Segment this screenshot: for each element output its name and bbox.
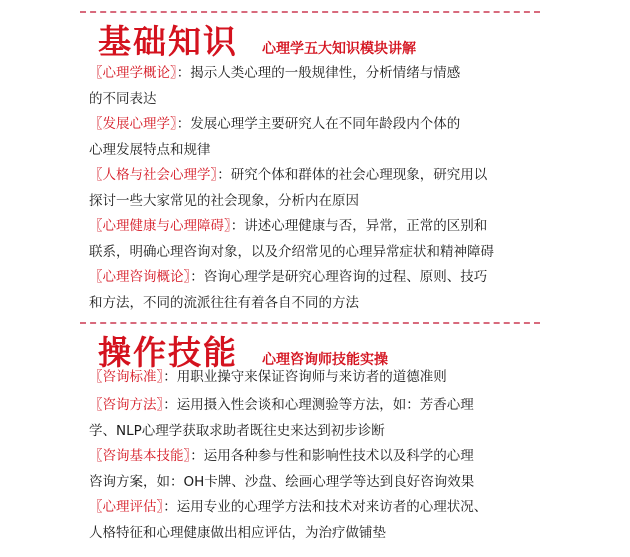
- item-text: ：发展心理学主要研究人在不同年龄段内个体的: [176, 116, 461, 132]
- item-text-cont: 的不同表达: [89, 91, 157, 107]
- top-divider: [80, 11, 540, 13]
- section2-title: 操作技能: [98, 333, 238, 372]
- item-text-cont: 学、NLP心理学获取求助者既往史来达到初步诊断: [89, 423, 385, 439]
- item-text: ：研究个体和群体的社会心理现象，研究用以: [217, 167, 488, 183]
- item-tag: 〖咨询基本技能〗: [89, 448, 191, 464]
- section1-subtitle: 心理学五大知识模块讲解: [262, 41, 416, 57]
- middle-divider: [80, 322, 540, 324]
- item-tag: 〖人格与社会心理学〗: [89, 167, 218, 183]
- item-text-cont: 探讨一些大家常见的社会现象，分析内在原因: [89, 193, 359, 209]
- item-tag: 〖咨询方法〗: [89, 397, 164, 413]
- item-text: ：揭示人类心理的一般规律性，分析情绪与情感: [176, 65, 461, 81]
- item-tag: 〖发展心理学〗: [89, 116, 177, 132]
- list-item: [89, 162, 549, 214]
- item-text-cont: 心理发展特点和规律: [89, 142, 211, 158]
- list-item: [89, 213, 549, 265]
- list-item: [89, 443, 549, 495]
- item-tag: 〖咨询标准〗: [89, 369, 164, 385]
- list-item: [89, 392, 549, 444]
- item-text: ：讲述心理健康与否，异常，正常的区别和: [230, 218, 488, 234]
- section1-title: 基础知识: [98, 22, 238, 61]
- list-item: [89, 264, 549, 316]
- list-item: [89, 111, 549, 163]
- list-item: [89, 60, 549, 112]
- item-text-cont: 和方法，不同的流派往往有着各自不同的方法: [89, 295, 359, 311]
- item-text-cont: 人格特征和心理健康做出相应评估，为治疗做铺垫: [89, 525, 386, 541]
- item-tag: 〖心理学概论〗: [89, 65, 177, 81]
- item-text: ：运用专业的心理学方法和技术对来访者的心理状况、: [163, 499, 488, 515]
- item-text-cont: 咨询方案，如：OH卡牌、沙盘、绘画心理学等达到良好咨询效果: [89, 474, 475, 490]
- section2-subtitle: 心理咨询师技能实操: [262, 352, 388, 368]
- item-text: ：用职业操守来保证咨询师与来访者的道德准则: [163, 369, 447, 385]
- item-tag: 〖心理健康与心理障碍〗: [89, 218, 231, 234]
- item-text-cont: 联系，明确心理咨询对象，以及介绍常见的心理异常症状和精神障碍: [89, 244, 494, 260]
- section1-heading: [98, 16, 416, 63]
- item-text: ：运用摄入性会谈和心理测验等方法，如：芳香心理: [163, 397, 474, 413]
- item-text: ：运用各种参与性和影响性技术以及科学的心理: [190, 448, 474, 464]
- item-tag: 〖心理咨询概论〗: [89, 269, 191, 285]
- item-tag: 〖心理评估〗: [89, 499, 164, 515]
- list-item: [89, 494, 549, 546]
- list-item: [89, 364, 549, 390]
- item-text: ：咨询心理学是研究心理咨询的过程、原则、技巧: [190, 269, 488, 285]
